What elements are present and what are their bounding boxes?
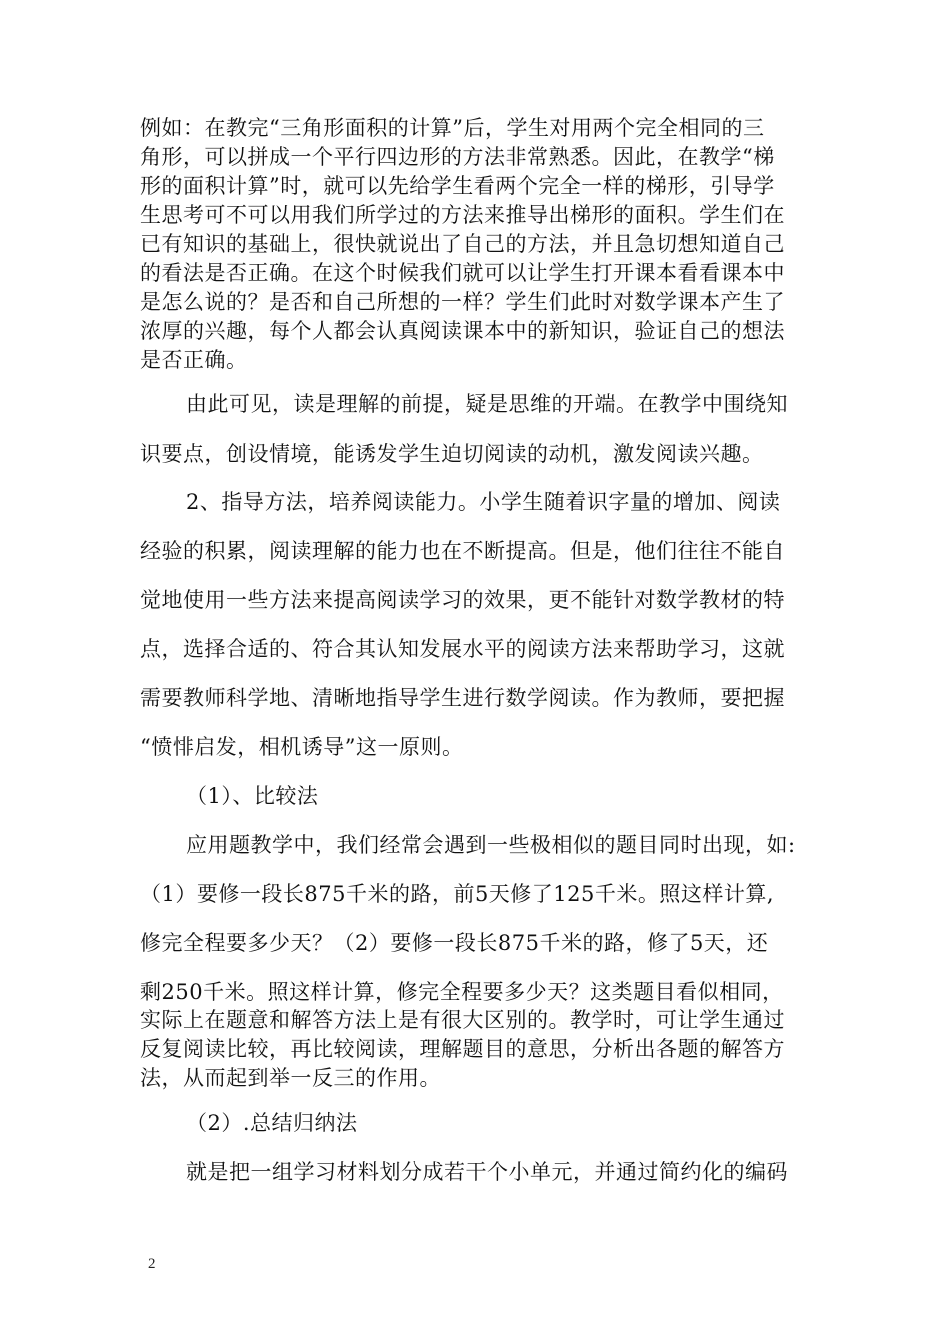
paragraph-3-line: “愤悱启发，相机诱导”这一原则。 bbox=[140, 735, 464, 759]
paragraph-3-line: 觉地使用一些方法来提高阅读学习的效果，更不能针对数学教材的特 bbox=[140, 588, 785, 612]
paragraph-1-line: 生思考可不可以用我们所学过的方法来推导出梯形的面积。学生们在 bbox=[140, 203, 785, 227]
paragraph-1-line: 是否正确。 bbox=[140, 348, 248, 372]
paragraph-3-line: 点，选择合适的、符合其认知发展水平的阅读方法来帮助学习，这就 bbox=[140, 637, 785, 661]
paragraph-1-line: 已有知识的基础上，很快就说出了自己的方法，并且急切想知道自己 bbox=[140, 232, 785, 256]
page-number: 2 bbox=[148, 1256, 156, 1272]
paragraph-1-line: 角形，可以拼成一个平行四边形的方法非常熟悉。因此，在教学“梯 bbox=[140, 145, 775, 169]
section-heading-summary: （2）.总结归纳法 bbox=[186, 1111, 358, 1135]
paragraph-3-line: 经验的积累，阅读理解的能力也在不断提高。但是，他们往往不能自 bbox=[140, 539, 785, 563]
paragraph-4-line: 反复阅读比较，再比较阅读，理解题目的意思，分析出各题的解答方 bbox=[140, 1037, 785, 1061]
paragraph-4-line: 修完全程要多少天？（2）要修一段长875千米的路，修了5天，还 bbox=[140, 931, 769, 955]
paragraph-4-line: 应用题教学中，我们经常会遇到一些极相似的题目同时出现，如: bbox=[186, 833, 796, 857]
paragraph-4-line: 法，从而起到举一反三的作用。 bbox=[140, 1066, 441, 1090]
paragraph-1-line: 是怎么说的？是否和自己所想的一样？学生们此时对数学课本产生了 bbox=[140, 290, 785, 314]
section-heading-comparison: （1）、比较法 bbox=[186, 784, 319, 808]
paragraph-1-line: 形的面积计算”时，就可以先给学生看两个完全一样的梯形，引导学 bbox=[140, 174, 775, 198]
paragraph-2-line: 由此可见，读是理解的前提，疑是思维的开端。在教学中围绕知 bbox=[186, 392, 788, 416]
paragraph-4-line: 实际上在题意和解答方法上是有很大区别的。教学时，可让学生通过 bbox=[140, 1008, 785, 1032]
paragraph-3-line: 2、指导方法，培养阅读能力。小学生随着识字量的增加、阅读 bbox=[186, 490, 781, 514]
paragraph-4-line: （1）要修一段长875千米的路，前5天修了125千米。照这样计算, bbox=[140, 882, 775, 906]
paragraph-1-line: 例如：在教完“三角形面积的计算”后，学生对用两个完全相同的三 bbox=[140, 116, 765, 140]
paragraph-3-line: 需要教师科学地、清晰地指导学生进行数学阅读。作为教师，要把握 bbox=[140, 686, 785, 710]
paragraph-4-line: 剩250千米。照这样计算，修完全程要多少天？这类题目看似相同， bbox=[140, 980, 784, 1004]
paragraph-1-line: 浓厚的兴趣，每个人都会认真阅读课本中的新知识，验证自己的想法 bbox=[140, 319, 785, 343]
paragraph-5-line: 就是把一组学习材料划分成若干个小单元，并通过简约化的编码 bbox=[186, 1160, 788, 1184]
paragraph-1-line: 的看法是否正确。在这个时候我们就可以让学生打开课本看看课本中 bbox=[140, 261, 785, 285]
paragraph-2-line: 识要点，创设情境，能诱发学生迫切阅读的动机，激发阅读兴趣。 bbox=[140, 442, 764, 466]
